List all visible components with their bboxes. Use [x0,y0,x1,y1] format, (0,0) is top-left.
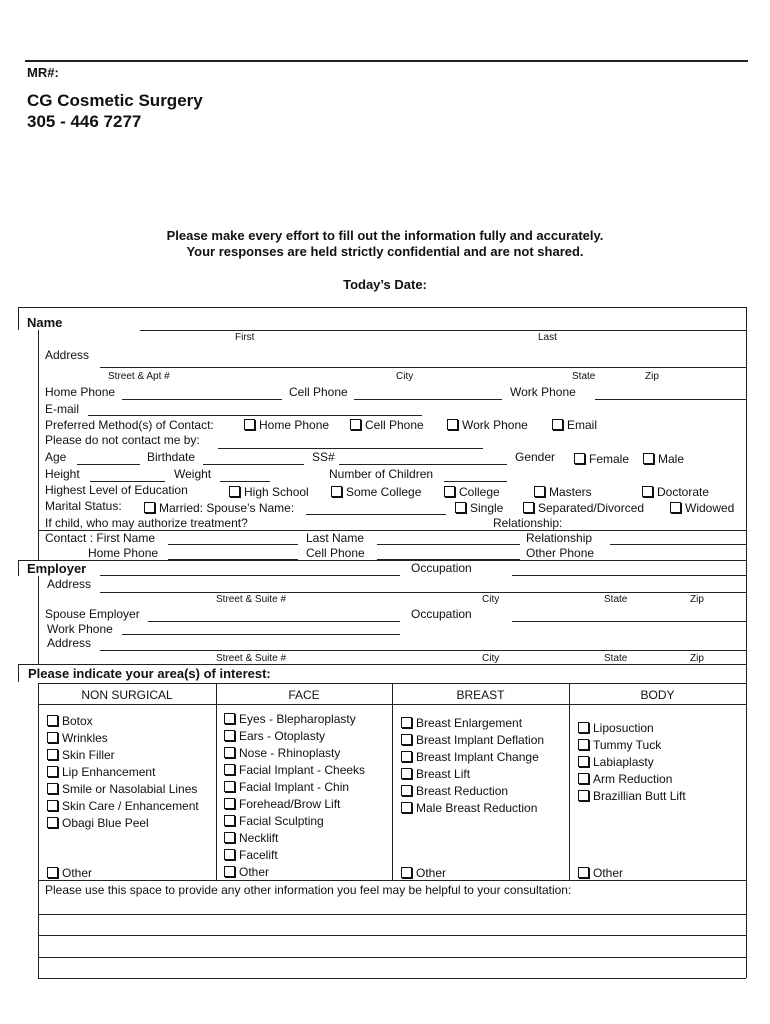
item-label: Facial Sculpting [239,814,324,828]
education-college-checkbox[interactable] [444,485,500,499]
contact-divider [18,560,747,561]
spouse-work-phone-label: Work Phone [47,622,113,636]
item-label: Labiaplasty [593,755,654,769]
checkbox-icon[interactable] [47,867,58,878]
patient-block-right [746,330,747,560]
notes-line-3[interactable] [38,957,746,958]
checkbox-icon[interactable] [642,486,653,497]
column-title-body: BODY [640,688,675,702]
body-list [578,720,686,805]
list-item[interactable] [47,713,199,730]
notes-line-2[interactable] [38,935,746,936]
birthdate-label: Birthdate [147,450,196,464]
checkbox-icon[interactable] [401,785,412,796]
non-surgical-other-checkbox[interactable] [47,866,92,880]
item-label: Smile or Nasolabial Lines [62,782,198,796]
list-item[interactable] [224,864,365,881]
checkbox-icon[interactable] [224,798,235,809]
checkbox-icon[interactable] [401,717,412,728]
list-item[interactable] [47,764,199,781]
checkbox-icon[interactable] [224,764,235,775]
todays-date-label: Today’s Date: [343,277,427,292]
notes-bottom-rule [38,978,746,979]
notes-prompt: Please use this space to provide any other information you feel may be helpful to your consultation: [45,883,572,897]
do-not-contact-label: Please do not contact me by: [45,433,200,447]
education-doctorate-checkbox[interactable] [642,485,709,499]
interest-col-divider-2 [392,683,393,880]
contact-work-phone-checkbox[interactable] [447,418,528,432]
intro-line-1: Please make every effort to fill out the information fully and accurately. [166,228,604,243]
height-label: Height [45,467,80,481]
option-label: Home Phone [259,418,330,432]
cell-phone-label: Cell Phone [289,385,348,399]
email-field[interactable] [88,415,422,416]
work-phone-field[interactable] [595,399,746,400]
interest-left-tab [18,664,19,682]
checkbox-icon[interactable] [401,768,412,779]
checkbox-icon[interactable] [552,419,563,430]
form-left-border [18,307,19,330]
interest-heading: Please indicate your area(s) of interest: [28,666,271,681]
item-label: Skin Filler [62,748,115,762]
interest-col-divider-1 [216,683,217,880]
list-item[interactable] [224,745,365,762]
cell-phone-field[interactable] [354,399,502,400]
employer-label: Employer [27,561,87,576]
item-label: Necklift [239,831,279,845]
spouse-city-caption: City [482,653,500,664]
item-label: Breast Enlargement [416,716,523,730]
option-label: Work Phone [462,418,528,432]
contact-other-phone-label: Other Phone [526,546,595,560]
education-high-school-checkbox[interactable] [229,485,309,499]
checkbox-icon[interactable] [224,730,235,741]
list-item[interactable] [224,813,365,830]
checkbox-icon[interactable] [643,453,654,464]
spouse-work-phone-field[interactable] [122,634,400,635]
checkbox-icon[interactable] [523,502,534,513]
state-caption: State [572,371,596,382]
employer-city-caption: City [482,594,500,605]
item-label: Other [593,866,624,880]
list-item[interactable] [47,730,199,747]
child-authorize-label: If child, who may authorize treatment? [45,516,248,530]
spouse-employer-label: Spouse Employer [45,607,140,621]
list-item[interactable] [47,815,199,832]
occupation-label: Occupation [411,561,472,575]
non-surgical-list [47,713,199,832]
ss-label: SS# [312,450,335,464]
weight-label: Weight [174,467,212,481]
item-label: Other [416,866,447,880]
employer-street-caption: Street & Suite # [216,594,287,605]
do-not-contact-field[interactable] [218,448,483,449]
education-masters-checkbox[interactable] [534,485,592,499]
checkbox-icon[interactable] [574,453,585,464]
last-name-caption: Last [538,332,557,343]
option-label: Cell Phone [365,418,424,432]
marital-widowed-checkbox[interactable] [670,501,734,515]
item-label: Liposuction [593,721,654,735]
item-label: Forehead/Brow Lift [239,797,341,811]
gender-male-checkbox[interactable] [643,452,684,466]
spouse-employer-field[interactable] [148,621,400,622]
contact-method-label: Preferred Method(s) of Contact: [45,418,214,432]
list-item[interactable] [401,732,544,749]
contact-relationship-field[interactable] [610,544,746,545]
checkbox-icon[interactable] [47,749,58,760]
item-label: Male Breast Reduction [416,801,538,815]
option-label: Widowed [685,501,735,515]
employer-block-right [746,560,747,664]
list-item[interactable] [224,847,365,864]
employer-state-caption: State [604,594,628,605]
contact-cell-phone-checkbox[interactable] [350,418,424,432]
item-label: Ears - Otoplasty [239,729,326,743]
item-label: Facial Implant - Cheeks [239,763,366,777]
spouse-zip-caption: Zip [690,653,704,664]
item-label: Brazillian Butt Lift [593,789,686,803]
list-item[interactable] [47,781,199,798]
checkbox-icon[interactable] [47,817,58,828]
checkbox-icon[interactable] [578,756,589,767]
contact-last-name-field[interactable] [377,544,520,545]
name-underline[interactable] [140,330,747,331]
item-label: Facelift [239,848,278,862]
checkbox-icon[interactable] [578,739,589,750]
list-item[interactable] [401,749,544,766]
item-label: Other [239,865,270,879]
employer-address-field[interactable] [100,592,746,593]
list-item[interactable] [401,715,544,732]
employer-block-left [38,576,39,664]
occupation-field[interactable] [512,575,746,576]
checkbox-icon[interactable] [447,419,458,430]
checkbox-icon[interactable] [444,486,455,497]
body-other-checkbox[interactable] [578,866,623,880]
spouse-address-field[interactable] [100,650,746,651]
item-label: Tummy Tuck [593,738,662,752]
height-field[interactable] [90,481,165,482]
checkbox-icon[interactable] [578,722,589,733]
list-item[interactable] [578,720,686,737]
option-label: College [459,485,500,499]
list-item[interactable] [224,830,365,847]
address-underline[interactable] [100,367,746,368]
option-label: High School [244,485,309,499]
interest-col-divider-3 [569,683,570,880]
option-label: Doctorate [657,485,710,499]
checkbox-icon[interactable] [578,790,589,801]
checkbox-icon[interactable] [578,867,589,878]
checkbox-icon[interactable] [229,486,240,497]
column-title-breast: BREAST [456,688,505,702]
item-label: Breast Lift [416,767,471,781]
list-item[interactable] [224,779,365,796]
contact-relationship-label: Relationship [526,531,593,545]
checkbox-icon[interactable] [47,783,58,794]
list-item[interactable] [224,762,365,779]
item-label: Lip Enhancement [62,765,156,779]
checkbox-icon[interactable] [47,715,58,726]
employer-divider [18,664,747,665]
list-item[interactable] [401,783,544,800]
interest-table-right [746,664,747,978]
checkbox-icon[interactable] [331,486,342,497]
spouse-address-label: Address [47,636,92,650]
birthdate-field[interactable] [203,464,304,465]
notes-line-1[interactable] [38,914,746,915]
checkbox-icon[interactable] [401,867,412,878]
list-item[interactable] [47,798,199,815]
breast-list [401,715,544,817]
checkbox-icon[interactable] [455,502,466,513]
education-some-college-checkbox[interactable] [331,485,421,499]
contact-first-name-field[interactable] [168,544,298,545]
checkbox-icon[interactable] [534,486,545,497]
work-phone-label: Work Phone [510,385,576,399]
list-item[interactable] [578,771,686,788]
item-label: Wrinkles [62,731,108,745]
practice-name: CG Cosmetic Surgery [27,91,203,110]
marital-married-checkbox[interactable] [144,501,294,515]
item-label: Breast Implant Deflation [416,733,545,747]
checkbox-icon[interactable] [224,815,235,826]
spouse-occupation-field[interactable] [512,621,746,622]
interest-table-left [38,683,39,978]
weight-field[interactable] [220,481,270,482]
checkbox-icon[interactable] [47,732,58,743]
children-field[interactable] [444,481,507,482]
contact-last-name-label: Last Name [306,531,365,545]
checkbox-icon[interactable] [578,773,589,784]
checkbox-icon[interactable] [224,849,235,860]
list-item[interactable] [47,747,199,764]
ss-field[interactable] [339,464,507,465]
checkbox-icon[interactable] [224,747,235,758]
email-label: E-mail [45,402,80,416]
list-item[interactable] [401,800,544,817]
item-label: Breast Implant Change [416,750,539,764]
employer-field[interactable] [100,575,400,576]
zip-caption: Zip [645,371,659,382]
employer-zip-caption: Zip [690,594,704,605]
spouse-occupation-label: Occupation [411,607,472,621]
face-list [224,711,365,881]
spouse-state-caption: State [604,653,628,664]
age-label: Age [45,450,67,464]
mr-label: MR#: [27,65,59,80]
contact-home-phone-label: Home Phone [88,546,159,560]
employer-address-label: Address [47,577,92,591]
children-label: Number of Children [329,467,434,481]
gender-female-checkbox[interactable] [574,452,629,466]
option-label: Email [567,418,598,432]
checkbox-icon[interactable] [144,502,155,513]
checkbox-icon[interactable] [224,713,235,724]
marital-separated-checkbox[interactable] [523,501,644,515]
option-label: Single [470,501,504,515]
spouse-name-field[interactable] [306,514,446,515]
list-item[interactable] [578,788,686,805]
option-label: Female [589,452,630,466]
list-item[interactable] [224,711,365,728]
item-label: Botox [62,714,93,728]
home-phone-label: Home Phone [45,385,116,399]
item-label: Obagi Blue Peel [62,816,149,830]
checkbox-icon[interactable] [47,800,58,811]
form-top-border [18,307,747,308]
first-name-caption: First [235,332,255,343]
list-item[interactable] [401,766,544,783]
list-item[interactable] [224,728,365,745]
patient-block-left [38,330,39,560]
item-label: Other [62,866,93,880]
home-phone-field[interactable] [122,399,282,400]
checkbox-icon[interactable] [224,781,235,792]
marital-status-label: Marital Status: [45,499,122,513]
contact-home-phone-checkbox[interactable] [244,418,329,432]
option-label: Masters [549,485,592,499]
item-label: Nose - Rhinoplasty [239,746,341,760]
column-title-face: FACE [288,688,320,702]
marital-single-checkbox[interactable] [455,501,503,515]
contact-first-name-label: Contact : First Name [45,531,156,545]
child-relationship-label: Relationship: [493,516,563,530]
checkbox-icon[interactable] [224,832,235,843]
employer-left-tab [18,560,19,576]
gender-label: Gender [515,450,556,464]
spouse-street-caption: Street & Suite # [216,653,287,664]
option-label: Some College [346,485,422,499]
notes-top-rule [38,880,746,881]
item-label: Skin Care / Enhancement [62,799,199,813]
list-item[interactable] [224,796,365,813]
checkbox-icon[interactable] [401,734,412,745]
intro-line-2: Your responses are held strictly confidential and are not shared. [186,244,584,259]
option-label: Separated/Divorced [538,501,645,515]
checkbox-icon[interactable] [224,866,235,877]
item-label: Eyes - Blepharoplasty [239,712,356,726]
option-label: Married: Spouse’s Name: [159,501,295,515]
list-item[interactable] [578,754,686,771]
form-right-border [746,307,747,331]
column-title-non-surgical: NON SURGICAL [81,688,173,702]
breast-other-checkbox[interactable] [401,866,446,880]
contact-cell-phone-label: Cell Phone [306,546,365,560]
checkbox-icon[interactable] [401,751,412,762]
checkbox-icon[interactable] [47,766,58,777]
checkbox-icon[interactable] [670,502,681,513]
street-caption: Street & Apt # [108,371,170,382]
item-label: Arm Reduction [593,772,673,786]
item-label: Breast Reduction [416,784,509,798]
item-label: Facial Implant - Chin [239,780,350,794]
option-label: Male [658,452,685,466]
name-label: Name [27,315,63,330]
age-field[interactable] [77,464,140,465]
list-item[interactable] [578,737,686,754]
practice-phone: 305 - 446 7277 [27,112,142,131]
checkbox-icon[interactable] [350,419,361,430]
checkbox-icon[interactable] [244,419,255,430]
education-label: Highest Level of Education [45,483,188,497]
city-caption: City [396,371,414,382]
contact-email-checkbox[interactable] [552,418,597,432]
top-rule [25,60,748,62]
checkbox-icon[interactable] [401,802,412,813]
address-label: Address [45,348,90,362]
